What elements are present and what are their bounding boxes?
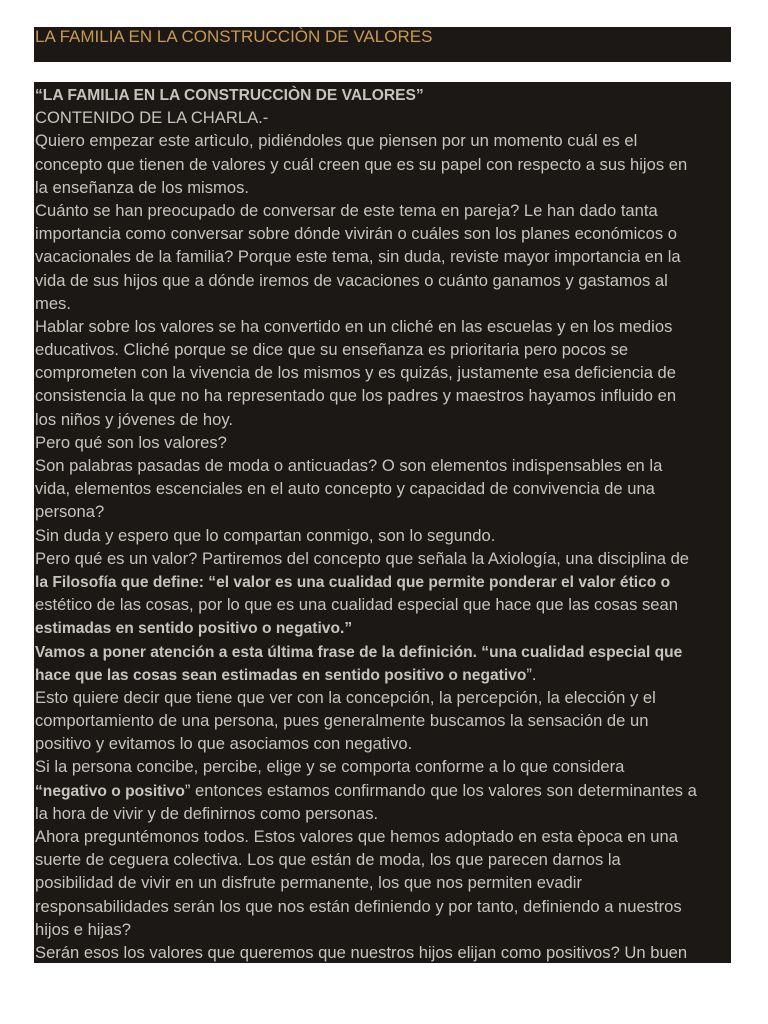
text-line [35, 570, 731, 593]
text-segment: vida, elementos escenciales en el auto concepto y capacidad de convivencia de una [35, 479, 655, 499]
text-line [35, 106, 731, 129]
text-segment: educativos. Cliché porque se dice que su enseñanza es prioritaria pero pocos se [35, 340, 629, 360]
text-segment: Quiero empezar este artìculo, pidiéndoles que piensen por un momento cuál es el [35, 131, 638, 151]
text-segment: vida de sus hijos que a dónde iremos de vacaciones o cuánto ganamos y gastamos al [35, 270, 668, 290]
text-segment: hijos e hijas? [35, 919, 131, 939]
bold-text-segment: “LA FAMILIA EN LA CONSTRUCCIÒN DE VALORES” [35, 87, 424, 104]
text-segment: persona? [35, 502, 105, 522]
text-segment: Pero qué son los valores? [35, 432, 227, 452]
text-line [35, 454, 731, 477]
text-line [35, 176, 731, 199]
text-segment: comprometen con la vivencia de los mismos y es quizás, justamente esa deficiencia de [35, 363, 677, 383]
text-line [35, 315, 731, 338]
text-segment: Cuánto se han preocupado de conversar de este tema en pareja? Le han dado tanta [35, 200, 658, 220]
text-segment: Ahora preguntémonos todos. Estos valores que hemos adoptado en esta època en una [35, 827, 678, 846]
bold-text-segment: estimadas en sentido positivo o negativo.” [35, 620, 353, 638]
text-line [35, 941, 731, 963]
text-line [35, 199, 731, 222]
text-segment: los niños y jóvenes de hoy. [35, 409, 234, 429]
text-segment: vacacionales de la familia? Porque este tema, sin duda, reviste mayor importancia en la [35, 247, 681, 267]
text-line [35, 709, 731, 732]
text-line [35, 524, 731, 547]
text-segment: positivo y evitamos lo que asociamos con negativo. [35, 734, 413, 754]
page-title: LA FAMILIA EN LA CONSTRUCCIÒN DE VALORES [35, 27, 433, 46]
text-line [35, 593, 731, 616]
text-line [35, 686, 731, 709]
bold-text-segment: Vamos a poner atención a esta última frase de la definición. “una cualidad especial que [35, 643, 683, 661]
text-line [35, 547, 731, 570]
text-line [35, 848, 731, 871]
document-text [34, 82, 731, 963]
text-line [35, 825, 731, 848]
text-segment: la hora de vivir y de definirnos como personas. [35, 803, 379, 823]
text-segment: Sin duda y espero que lo compartan conmigo, son lo segundo. [35, 525, 496, 545]
text-line [35, 802, 731, 825]
text-line [35, 755, 731, 778]
text-segment: consistencia la que no ha representado que los padres y maestros hayamos influido en [35, 386, 677, 406]
bold-text-segment: hace que las cosas sean estimadas en sentido positivo o negativo [35, 666, 527, 684]
text-line [35, 153, 731, 176]
text-line [35, 245, 731, 268]
text-segment: importancia como conversar sobre dónde vivirán o cuáles son los planes económicos o [35, 224, 677, 244]
text-line [35, 129, 731, 152]
text-line [35, 431, 731, 454]
text-segment: ” entonces estamos confirmando que los valores son determinantes a [184, 780, 697, 800]
text-segment: comportamiento de una persona, pues generalmente buscamos la sensación de un [35, 711, 649, 731]
text-segment: responsabilidades serán los que nos están definiendo y por tanto, definiendo a nuestros [35, 896, 682, 916]
text-line [35, 779, 731, 802]
text-segment: posibilidad de vivir en un disfrute permanente, los que nos permiten evadir [35, 873, 582, 893]
text-line [35, 732, 731, 755]
text-line [35, 640, 731, 663]
document-body [34, 82, 731, 963]
text-segment: mes. [35, 293, 71, 313]
text-line [35, 895, 731, 918]
text-segment: estético de las cosas, por lo que es una cualidad especial que hace que las cosas sean [35, 595, 678, 615]
text-line [35, 292, 731, 315]
text-segment: ”. [526, 664, 537, 684]
text-segment: Serán esos los valores que queremos que nuestros hijos elijan como positivos? Un buen [35, 942, 688, 962]
text-segment: Esto quiere decir que tiene que ver con la concepción, la percepción, la elección y el [35, 687, 656, 707]
text-line [35, 616, 731, 639]
text-segment: concepto que tienen de valores y cuál creen que es su papel con respecto a sus hijos en [35, 154, 688, 174]
header-bar [34, 27, 731, 62]
text-segment: Son palabras pasadas de moda o anticuadas? O son elementos indispensables en la [35, 456, 663, 475]
text-line [35, 918, 731, 941]
text-segment: Si la persona concibe, percibe, elige y se comporta conforme a lo que considera [35, 757, 625, 777]
text-line [35, 500, 731, 523]
bold-text-segment: la Filosofía que define: “el valor es una cualidad que permite ponderar el valor ético o [35, 573, 671, 591]
text-line [35, 83, 731, 106]
text-line [35, 222, 731, 245]
text-segment: suerte de ceguera colectiva. Los que están de moda, los que parecen darnos la [35, 850, 621, 870]
text-line [35, 384, 731, 407]
text-line [35, 477, 731, 500]
text-line [35, 338, 731, 361]
text-line [35, 361, 731, 384]
text-line [35, 663, 731, 686]
text-line [35, 871, 731, 894]
text-segment: la enseñanza de los mismos. [35, 177, 249, 197]
text-segment: Hablar sobre los valores se ha convertido en un cliché en las escuelas y en los medios [35, 316, 673, 336]
text-line [35, 408, 731, 431]
text-segment: Pero qué es un valor? Partiremos del concepto que señala la Axiología, una disciplina de [35, 548, 690, 568]
text-segment: CONTENIDO DE LA CHARLA.- [35, 108, 269, 128]
text-line [35, 269, 731, 292]
bold-text-segment: “negativo o positivo [35, 782, 185, 800]
